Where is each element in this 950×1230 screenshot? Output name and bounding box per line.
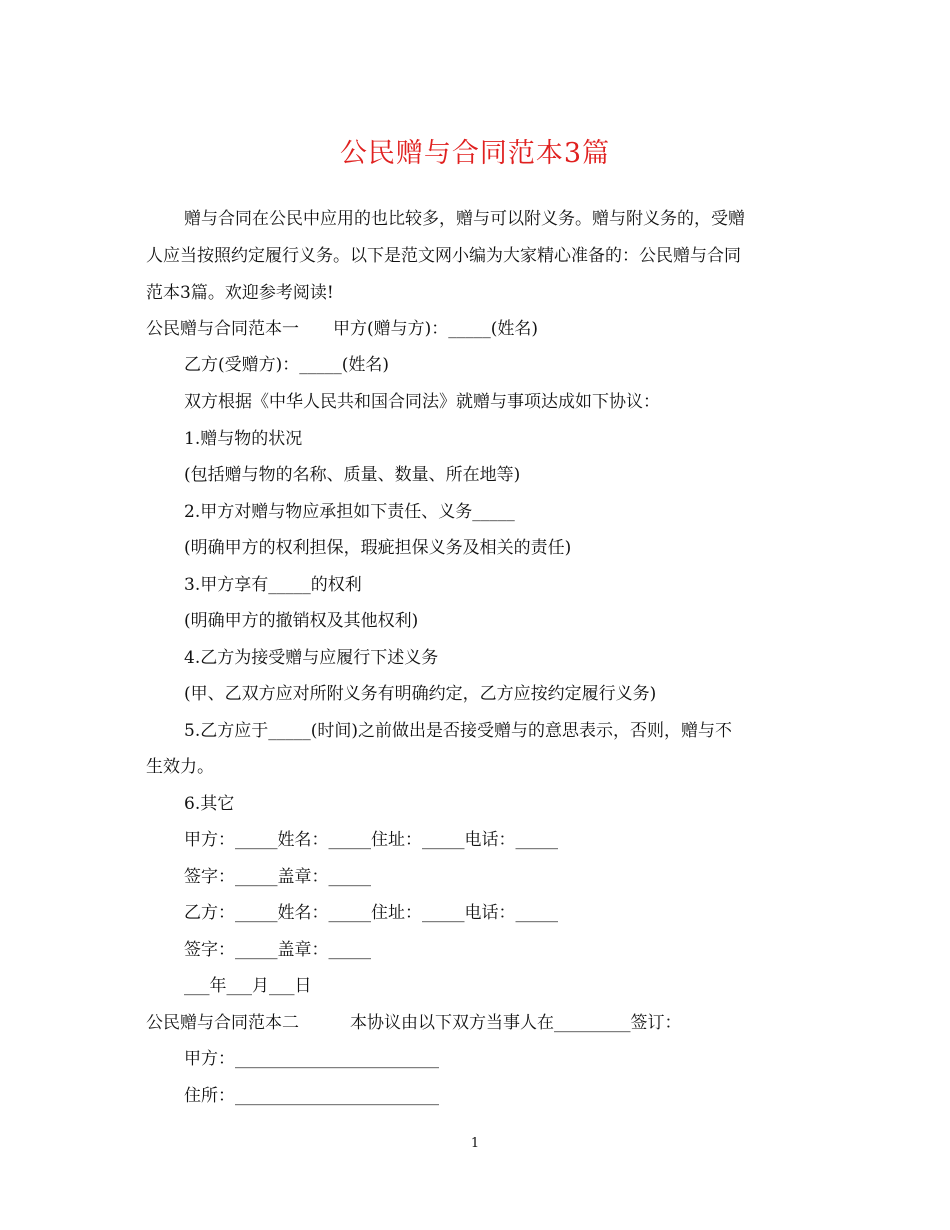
- address-line-2: 住所：________________________: [184, 1086, 439, 1106]
- clause-1: 1.赠与物的状况: [184, 429, 303, 449]
- section-heading-1: 公民赠与合同范本一 甲方(赠与方)：_____(姓名): [146, 319, 539, 339]
- party-a-info: 甲方：_____姓名：_____住址：_____电话：_____: [184, 830, 558, 850]
- party-b-signature: 签字：_____盖章：_____: [184, 940, 371, 960]
- clause-1-note: (包括赠与物的名称、质量、数量、所在地等): [184, 465, 521, 485]
- clause-4: 4.乙方为接受赠与应履行下述义务: [184, 648, 439, 668]
- agreement-line: 双方根据《中华人民共和国合同法》就赠与事项达成如下协议：: [184, 392, 660, 412]
- party-b-info: 乙方：_____姓名：_____住址：_____电话：_____: [184, 903, 558, 923]
- party-b-line: 乙方(受赠方)：_____(姓名): [184, 355, 390, 375]
- intro-line-2: 人应当按照约定履行义务。以下是范文网小编为大家精心准备的：公民赠与合同: [146, 246, 741, 266]
- intro-line-1: 赠与合同在公民中应用的也比较多，赠与可以附义务。赠与附义务的，受赠: [184, 209, 745, 229]
- intro-line-3: 范本3篇。欢迎参考阅读!: [146, 283, 334, 303]
- clause-3-note: (明确甲方的撤销权及其他权利): [184, 611, 419, 631]
- document-title: 公民赠与合同范本3篇: [339, 138, 611, 169]
- party-a-signature: 签字：_____盖章：_____: [184, 867, 371, 887]
- page-number: 1: [470, 1136, 480, 1151]
- clause-2: 2.甲方对赠与物应承担如下责任、义务_____: [184, 502, 515, 522]
- clause-5-cont: 生效力。: [146, 757, 214, 777]
- party-a-line-2: 甲方：________________________: [184, 1049, 439, 1069]
- clause-6: 6.其它: [184, 794, 235, 814]
- section-heading-2: 公民赠与合同范本二 本协议由以下双方当事人在_________签订：: [146, 1013, 682, 1033]
- clause-2-note: (明确甲方的权利担保，瑕疵担保义务及相关的责任): [184, 538, 572, 558]
- clause-4-note: (甲、乙双方应对所附义务有明确约定，乙方应按约定履行义务): [184, 684, 657, 704]
- clause-5: 5.乙方应于_____(时间)之前做出是否接受赠与的意思表示，否则，赠与不: [184, 721, 732, 741]
- clause-3: 3.甲方享有_____的权利: [184, 575, 362, 595]
- date-line: ___年___月___日: [184, 976, 312, 996]
